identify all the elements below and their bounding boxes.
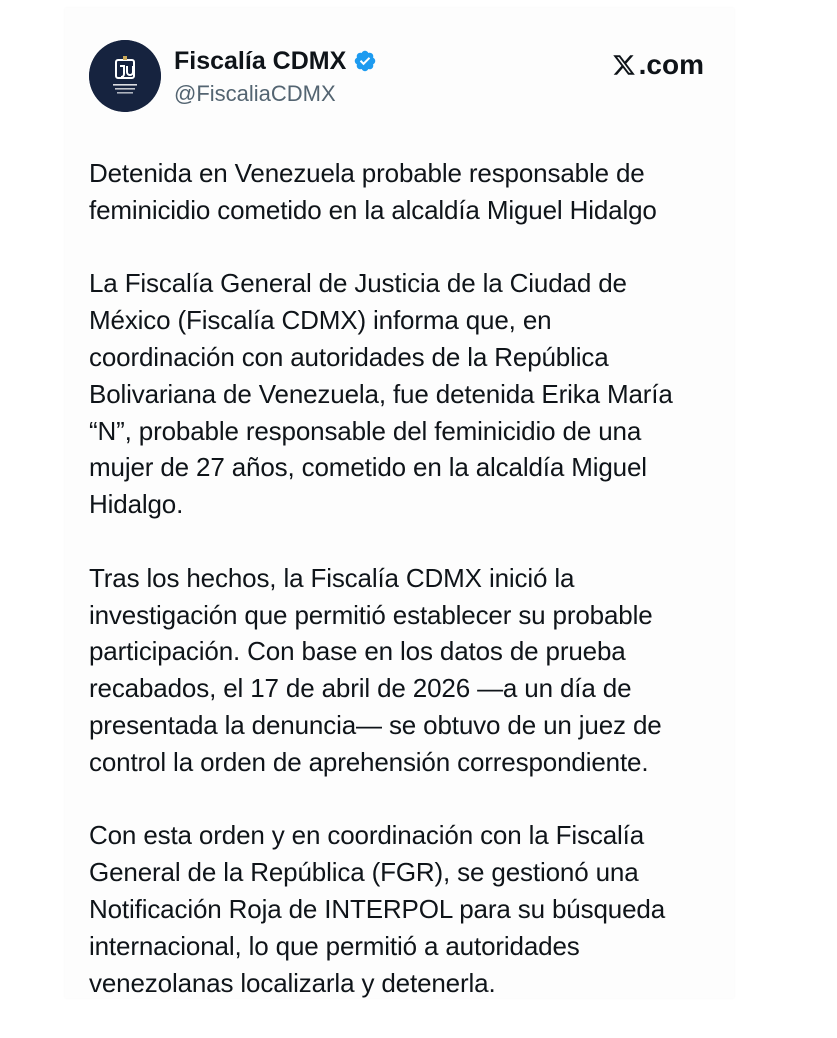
post-body — [89, 155, 709, 1038]
post-paragraph: Tras los hechos, la Fiscalía CDMX inició la investigación que permitió establecer su probable participación. Con base en los datos de prueba recabados, el 17 de abril de 2026 —a un día de presentada la denuncia— se obtuvo de un juez de control la orden de aprehensión correspondiente. — [89, 562, 662, 777]
verified-badge-icon — [353, 49, 377, 73]
post-paragraph: La Fiscalía General de Justicia de la Ciudad de México (Fiscalía CDMX) informa que, en coordinación con autoridades de la República Bolivariana de Venezuela, fue detenida Erika María “N”, probable responsable del feminicidio de una mujer de 27 años, cometido en la alcaldía Miguel Hidalgo. — [89, 268, 673, 520]
post-headline: Detenida en Venezuela probable responsable de feminicidio cometido en la alcaldía Miguel Hidalgo — [89, 158, 657, 225]
post-paragraph: Con esta orden y en coordinación con la Fiscalía General de la República (FGR), se gestionó una Notificación Roja de INTERPOL para su búsqueda internacional, lo que permitió a autoridades venezolanas localizarla y detenerla. — [89, 820, 666, 998]
x-brand — [612, 48, 704, 82]
fiscalia-cdmx-logo-icon — [89, 40, 161, 112]
post-header — [65, 8, 734, 128]
x-brand-label: .com — [638, 49, 704, 80]
avatar[interactable] — [89, 40, 161, 112]
author-name-row[interactable] — [174, 46, 377, 76]
author-handle[interactable]: @FiscaliaCDMX — [174, 81, 336, 106]
x-logo-icon — [612, 53, 636, 77]
post-card — [65, 8, 734, 998]
author-display-name[interactable]: Fiscalía CDMX — [174, 47, 347, 75]
